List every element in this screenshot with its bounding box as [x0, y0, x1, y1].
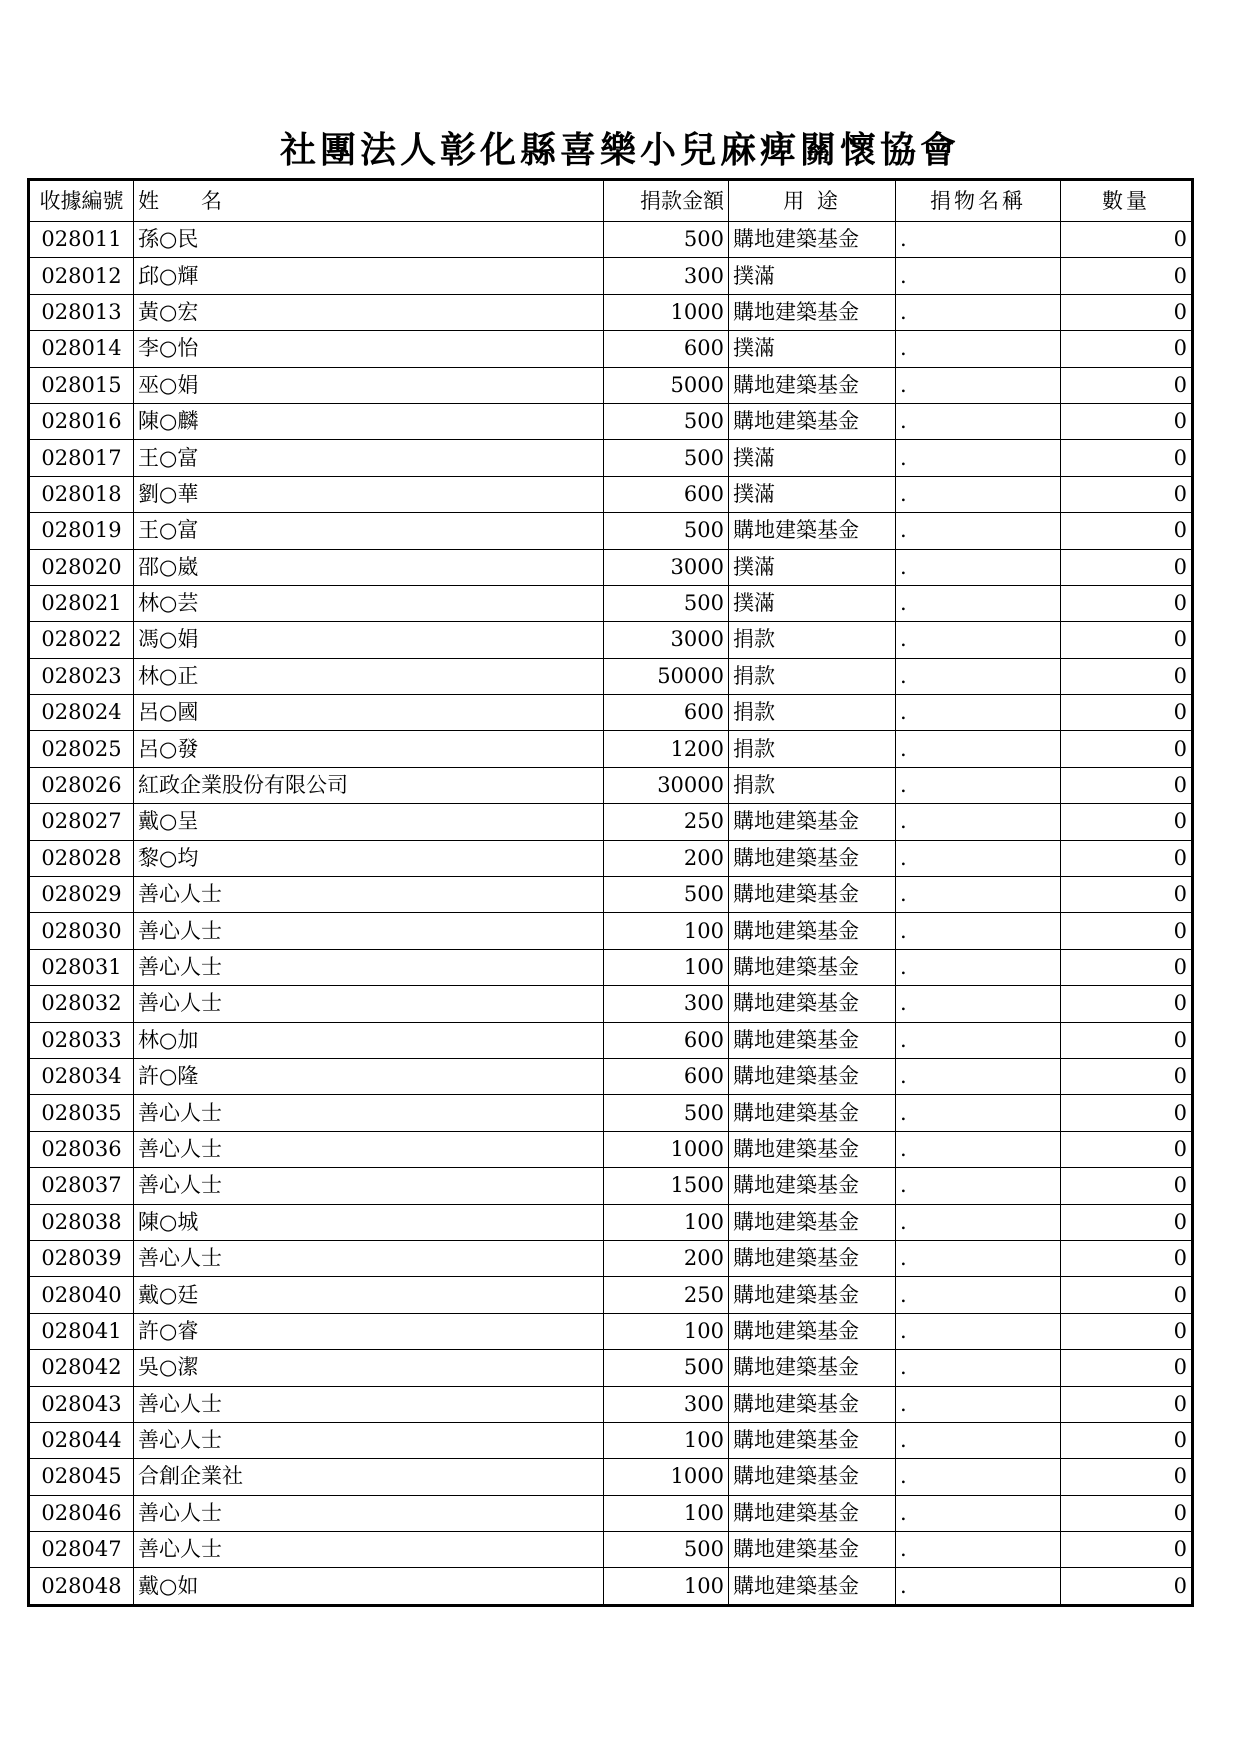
table-row	[29, 622, 1193, 658]
quantity-cell: 0	[1061, 731, 1193, 767]
receipt-no-cell: 028037	[29, 1168, 134, 1204]
purpose-cell: 購地建築基金	[729, 367, 896, 403]
amount-cell: 200	[604, 840, 729, 876]
purpose-cell: 購地建築基金	[729, 1386, 896, 1422]
donor-name-cell: 戴○呈	[134, 804, 604, 840]
table-row	[29, 913, 1193, 949]
donor-name-cell: 王○富	[134, 440, 604, 476]
amount-cell: 500	[604, 513, 729, 549]
amount-cell: 30000	[604, 767, 729, 803]
quantity-cell: 0	[1061, 513, 1193, 549]
quantity-cell: 0	[1061, 222, 1193, 258]
item-name-cell: .	[896, 222, 1061, 258]
quantity-cell: 0	[1061, 549, 1193, 585]
receipt-no-cell: 028044	[29, 1422, 134, 1458]
purpose-cell: 捐款	[729, 731, 896, 767]
table-row	[29, 222, 1193, 258]
amount-cell: 600	[604, 476, 729, 512]
item-name-cell: .	[896, 986, 1061, 1022]
table-row	[29, 1168, 1193, 1204]
quantity-cell: 0	[1061, 1459, 1193, 1495]
quantity-cell: 0	[1061, 440, 1193, 476]
table-row	[29, 1532, 1193, 1568]
table-row	[29, 1277, 1193, 1313]
donor-name-cell: 紅政企業股份有限公司	[134, 767, 604, 803]
donor-name-cell: 呂○發	[134, 731, 604, 767]
donor-name-cell: 陳○城	[134, 1204, 604, 1240]
quantity-cell: 0	[1061, 767, 1193, 803]
item-name-cell: .	[896, 549, 1061, 585]
item-name-cell: .	[896, 1313, 1061, 1349]
item-name-cell: .	[896, 767, 1061, 803]
donor-name-cell: 李○怡	[134, 331, 604, 367]
donor-name-cell: 邵○崴	[134, 549, 604, 585]
table-row	[29, 1568, 1193, 1605]
donor-name-cell: 善心人士	[134, 1095, 604, 1131]
amount-cell: 600	[604, 1022, 729, 1058]
amount-cell: 1000	[604, 1131, 729, 1167]
table-row	[29, 258, 1193, 294]
donation-table	[27, 178, 1194, 1607]
donor-name-cell: 劉○華	[134, 476, 604, 512]
purpose-cell: 購地建築基金	[729, 1350, 896, 1386]
amount-cell: 500	[604, 440, 729, 476]
table-row	[29, 1095, 1193, 1131]
quantity-cell: 0	[1061, 367, 1193, 403]
item-name-cell: .	[896, 331, 1061, 367]
receipt-no-cell: 028048	[29, 1568, 134, 1605]
donor-name-cell: 善心人士	[134, 1386, 604, 1422]
item-name-cell: .	[896, 877, 1061, 913]
purpose-cell: 購地建築基金	[729, 1058, 896, 1094]
receipt-no-cell: 028022	[29, 622, 134, 658]
quantity-cell: 0	[1061, 1422, 1193, 1458]
quantity-cell: 0	[1061, 622, 1193, 658]
donor-name-cell: 林○正	[134, 658, 604, 694]
table-row	[29, 1204, 1193, 1240]
donor-name-cell: 許○隆	[134, 1058, 604, 1094]
receipt-no-cell: 028036	[29, 1131, 134, 1167]
quantity-cell: 0	[1061, 1204, 1193, 1240]
purpose-cell: 購地建築基金	[729, 403, 896, 439]
amount-cell: 500	[604, 222, 729, 258]
receipt-no-cell: 028029	[29, 877, 134, 913]
purpose-cell: 撲滿	[729, 549, 896, 585]
table-row	[29, 767, 1193, 803]
donor-name-cell: 善心人士	[134, 1422, 604, 1458]
donor-name-cell: 林○加	[134, 1022, 604, 1058]
amount-cell: 1000	[604, 294, 729, 330]
quantity-cell: 0	[1061, 949, 1193, 985]
purpose-cell: 購地建築基金	[729, 1131, 896, 1167]
receipt-no-cell: 028025	[29, 731, 134, 767]
receipt-no-cell: 028027	[29, 804, 134, 840]
quantity-cell: 0	[1061, 1022, 1193, 1058]
header-purpose: 用 途	[729, 180, 896, 222]
item-name-cell: .	[896, 1350, 1061, 1386]
donor-name-cell: 吳○潔	[134, 1350, 604, 1386]
table-row	[29, 840, 1193, 876]
table-row	[29, 1058, 1193, 1094]
receipt-no-cell: 028015	[29, 367, 134, 403]
amount-cell: 250	[604, 1277, 729, 1313]
table-row	[29, 1350, 1193, 1386]
item-name-cell: .	[896, 804, 1061, 840]
table-row	[29, 695, 1193, 731]
table-row	[29, 585, 1193, 621]
table-row	[29, 403, 1193, 439]
amount-cell: 5000	[604, 367, 729, 403]
table-row	[29, 476, 1193, 512]
amount-cell: 100	[604, 949, 729, 985]
purpose-cell: 購地建築基金	[729, 1459, 896, 1495]
donor-name-cell: 呂○國	[134, 695, 604, 731]
item-name-cell: .	[896, 1568, 1061, 1605]
amount-cell: 100	[604, 1568, 729, 1605]
purpose-cell: 購地建築基金	[729, 294, 896, 330]
amount-cell: 250	[604, 804, 729, 840]
quantity-cell: 0	[1061, 1131, 1193, 1167]
item-name-cell: .	[896, 294, 1061, 330]
purpose-cell: 購地建築基金	[729, 949, 896, 985]
table-row	[29, 804, 1193, 840]
receipt-no-cell: 028032	[29, 986, 134, 1022]
receipt-no-cell: 028021	[29, 585, 134, 621]
header-receipt-no: 收據編號	[29, 180, 134, 222]
table-row	[29, 331, 1193, 367]
quantity-cell: 0	[1061, 294, 1193, 330]
table-row	[29, 549, 1193, 585]
item-name-cell: .	[896, 1058, 1061, 1094]
item-name-cell: .	[896, 1204, 1061, 1240]
quantity-cell: 0	[1061, 258, 1193, 294]
purpose-cell: 購地建築基金	[729, 1168, 896, 1204]
donor-name-cell: 巫○娟	[134, 367, 604, 403]
donor-name-cell: 邱○輝	[134, 258, 604, 294]
receipt-no-cell: 028040	[29, 1277, 134, 1313]
amount-cell: 500	[604, 1350, 729, 1386]
item-name-cell: .	[896, 1131, 1061, 1167]
item-name-cell: .	[896, 840, 1061, 876]
purpose-cell: 購地建築基金	[729, 804, 896, 840]
amount-cell: 50000	[604, 658, 729, 694]
quantity-cell: 0	[1061, 1495, 1193, 1531]
amount-cell: 1500	[604, 1168, 729, 1204]
donor-name-cell: 戴○廷	[134, 1277, 604, 1313]
receipt-no-cell: 028033	[29, 1022, 134, 1058]
receipt-no-cell: 028023	[29, 658, 134, 694]
quantity-cell: 0	[1061, 1058, 1193, 1094]
header-item-name: 捐物名稱	[896, 180, 1061, 222]
receipt-no-cell: 028039	[29, 1240, 134, 1276]
quantity-cell: 0	[1061, 403, 1193, 439]
item-name-cell: .	[896, 949, 1061, 985]
item-name-cell: .	[896, 1422, 1061, 1458]
receipt-no-cell: 028026	[29, 767, 134, 803]
item-name-cell: .	[896, 1168, 1061, 1204]
table-row	[29, 1022, 1193, 1058]
item-name-cell: .	[896, 1277, 1061, 1313]
item-name-cell: .	[896, 1459, 1061, 1495]
quantity-cell: 0	[1061, 986, 1193, 1022]
donor-name-cell: 戴○如	[134, 1568, 604, 1605]
donor-name-cell: 善心人士	[134, 1131, 604, 1167]
table-row	[29, 949, 1193, 985]
table-row	[29, 1386, 1193, 1422]
quantity-cell: 0	[1061, 1277, 1193, 1313]
amount-cell: 500	[604, 585, 729, 621]
purpose-cell: 購地建築基金	[729, 1022, 896, 1058]
item-name-cell: .	[896, 258, 1061, 294]
receipt-no-cell: 028034	[29, 1058, 134, 1094]
quantity-cell: 0	[1061, 331, 1193, 367]
receipt-no-cell: 028020	[29, 549, 134, 585]
item-name-cell: .	[896, 1532, 1061, 1568]
table-row	[29, 1131, 1193, 1167]
donor-name-cell: 善心人士	[134, 949, 604, 985]
donor-name-cell: 王○富	[134, 513, 604, 549]
receipt-no-cell: 028024	[29, 695, 134, 731]
quantity-cell: 0	[1061, 877, 1193, 913]
table-row	[29, 1422, 1193, 1458]
donor-name-cell: 善心人士	[134, 913, 604, 949]
purpose-cell: 撲滿	[729, 258, 896, 294]
purpose-cell: 捐款	[729, 695, 896, 731]
item-name-cell: .	[896, 913, 1061, 949]
amount-cell: 500	[604, 1532, 729, 1568]
purpose-cell: 購地建築基金	[729, 513, 896, 549]
amount-cell: 1000	[604, 1459, 729, 1495]
receipt-no-cell: 028031	[29, 949, 134, 985]
table-row	[29, 658, 1193, 694]
purpose-cell: 撲滿	[729, 476, 896, 512]
purpose-cell: 購地建築基金	[729, 877, 896, 913]
amount-cell: 600	[604, 1058, 729, 1094]
amount-cell: 300	[604, 986, 729, 1022]
item-name-cell: .	[896, 367, 1061, 403]
purpose-cell: 購地建築基金	[729, 1313, 896, 1349]
donor-name-cell: 合創企業社	[134, 1459, 604, 1495]
quantity-cell: 0	[1061, 1095, 1193, 1131]
amount-cell: 500	[604, 1095, 729, 1131]
purpose-cell: 購地建築基金	[729, 1495, 896, 1531]
receipt-no-cell: 028014	[29, 331, 134, 367]
amount-cell: 300	[604, 1386, 729, 1422]
receipt-no-cell: 028012	[29, 258, 134, 294]
donor-name-cell: 黎○均	[134, 840, 604, 876]
table-row	[29, 877, 1193, 913]
amount-cell: 500	[604, 877, 729, 913]
item-name-cell: .	[896, 403, 1061, 439]
donor-name-cell: 善心人士	[134, 1240, 604, 1276]
item-name-cell: .	[896, 476, 1061, 512]
table-row	[29, 1313, 1193, 1349]
table-row	[29, 1495, 1193, 1531]
amount-cell: 1200	[604, 731, 729, 767]
donor-name-cell: 善心人士	[134, 1168, 604, 1204]
item-name-cell: .	[896, 695, 1061, 731]
item-name-cell: .	[896, 1095, 1061, 1131]
purpose-cell: 購地建築基金	[729, 1422, 896, 1458]
purpose-cell: 購地建築基金	[729, 1204, 896, 1240]
purpose-cell: 購地建築基金	[729, 913, 896, 949]
purpose-cell: 購地建築基金	[729, 840, 896, 876]
quantity-cell: 0	[1061, 585, 1193, 621]
receipt-no-cell: 028016	[29, 403, 134, 439]
item-name-cell: .	[896, 1240, 1061, 1276]
item-name-cell: .	[896, 440, 1061, 476]
amount-cell: 100	[604, 1204, 729, 1240]
donor-name-cell: 善心人士	[134, 1532, 604, 1568]
purpose-cell: 撲滿	[729, 331, 896, 367]
receipt-no-cell: 028019	[29, 513, 134, 549]
amount-cell: 100	[604, 1495, 729, 1531]
purpose-cell: 購地建築基金	[729, 1240, 896, 1276]
quantity-cell: 0	[1061, 1240, 1193, 1276]
purpose-cell: 撲滿	[729, 440, 896, 476]
table-header-row	[29, 180, 1193, 222]
amount-cell: 200	[604, 1240, 729, 1276]
purpose-cell: 購地建築基金	[729, 986, 896, 1022]
amount-cell: 100	[604, 913, 729, 949]
quantity-cell: 0	[1061, 658, 1193, 694]
amount-cell: 100	[604, 1422, 729, 1458]
receipt-no-cell: 028046	[29, 1495, 134, 1531]
receipt-no-cell: 028042	[29, 1350, 134, 1386]
receipt-no-cell: 028045	[29, 1459, 134, 1495]
purpose-cell: 撲滿	[729, 585, 896, 621]
donor-name-cell: 陳○麟	[134, 403, 604, 439]
receipt-no-cell: 028018	[29, 476, 134, 512]
table-row	[29, 731, 1193, 767]
receipt-no-cell: 028017	[29, 440, 134, 476]
quantity-cell: 0	[1061, 1168, 1193, 1204]
item-name-cell: .	[896, 658, 1061, 694]
purpose-cell: 捐款	[729, 658, 896, 694]
table-row	[29, 367, 1193, 403]
purpose-cell: 捐款	[729, 622, 896, 658]
quantity-cell: 0	[1061, 913, 1193, 949]
receipt-no-cell: 028011	[29, 222, 134, 258]
quantity-cell: 0	[1061, 1568, 1193, 1605]
purpose-cell: 購地建築基金	[729, 222, 896, 258]
table-row	[29, 1240, 1193, 1276]
donor-name-cell: 林○芸	[134, 585, 604, 621]
table-row	[29, 1459, 1193, 1495]
donor-name-cell: 善心人士	[134, 877, 604, 913]
header-amount: 捐款金額	[604, 180, 729, 222]
amount-cell: 500	[604, 403, 729, 439]
item-name-cell: .	[896, 1495, 1061, 1531]
donor-name-cell: 善心人士	[134, 1495, 604, 1531]
quantity-cell: 0	[1061, 840, 1193, 876]
purpose-cell: 購地建築基金	[729, 1277, 896, 1313]
quantity-cell: 0	[1061, 1532, 1193, 1568]
header-quantity: 數量	[1061, 180, 1193, 222]
table-row	[29, 440, 1193, 476]
quantity-cell: 0	[1061, 1313, 1193, 1349]
amount-cell: 600	[604, 331, 729, 367]
header-name: 姓 名	[134, 180, 604, 222]
purpose-cell: 購地建築基金	[729, 1095, 896, 1131]
receipt-no-cell: 028043	[29, 1386, 134, 1422]
quantity-cell: 0	[1061, 804, 1193, 840]
quantity-cell: 0	[1061, 1350, 1193, 1386]
item-name-cell: .	[896, 513, 1061, 549]
document-title: 社團法人彰化縣喜樂小兒麻痺關懷協會	[279, 129, 960, 171]
item-name-cell: .	[896, 731, 1061, 767]
item-name-cell: .	[896, 1022, 1061, 1058]
purpose-cell: 捐款	[729, 767, 896, 803]
receipt-no-cell: 028030	[29, 913, 134, 949]
table-row	[29, 294, 1193, 330]
amount-cell: 3000	[604, 549, 729, 585]
amount-cell: 300	[604, 258, 729, 294]
receipt-no-cell: 028047	[29, 1532, 134, 1568]
quantity-cell: 0	[1061, 695, 1193, 731]
receipt-no-cell: 028013	[29, 294, 134, 330]
purpose-cell: 購地建築基金	[729, 1568, 896, 1605]
receipt-no-cell: 028035	[29, 1095, 134, 1131]
amount-cell: 100	[604, 1313, 729, 1349]
item-name-cell: .	[896, 622, 1061, 658]
donor-name-cell: 馮○娟	[134, 622, 604, 658]
item-name-cell: .	[896, 1386, 1061, 1422]
donor-name-cell: 黃○宏	[134, 294, 604, 330]
donor-name-cell: 善心人士	[134, 986, 604, 1022]
donor-name-cell: 許○睿	[134, 1313, 604, 1349]
item-name-cell: .	[896, 585, 1061, 621]
purpose-cell: 購地建築基金	[729, 1532, 896, 1568]
receipt-no-cell: 028038	[29, 1204, 134, 1240]
quantity-cell: 0	[1061, 476, 1193, 512]
quantity-cell: 0	[1061, 1386, 1193, 1422]
donor-name-cell: 孫○民	[134, 222, 604, 258]
table-row	[29, 513, 1193, 549]
amount-cell: 600	[604, 695, 729, 731]
table-row	[29, 986, 1193, 1022]
receipt-no-cell: 028041	[29, 1313, 134, 1349]
receipt-no-cell: 028028	[29, 840, 134, 876]
amount-cell: 3000	[604, 622, 729, 658]
